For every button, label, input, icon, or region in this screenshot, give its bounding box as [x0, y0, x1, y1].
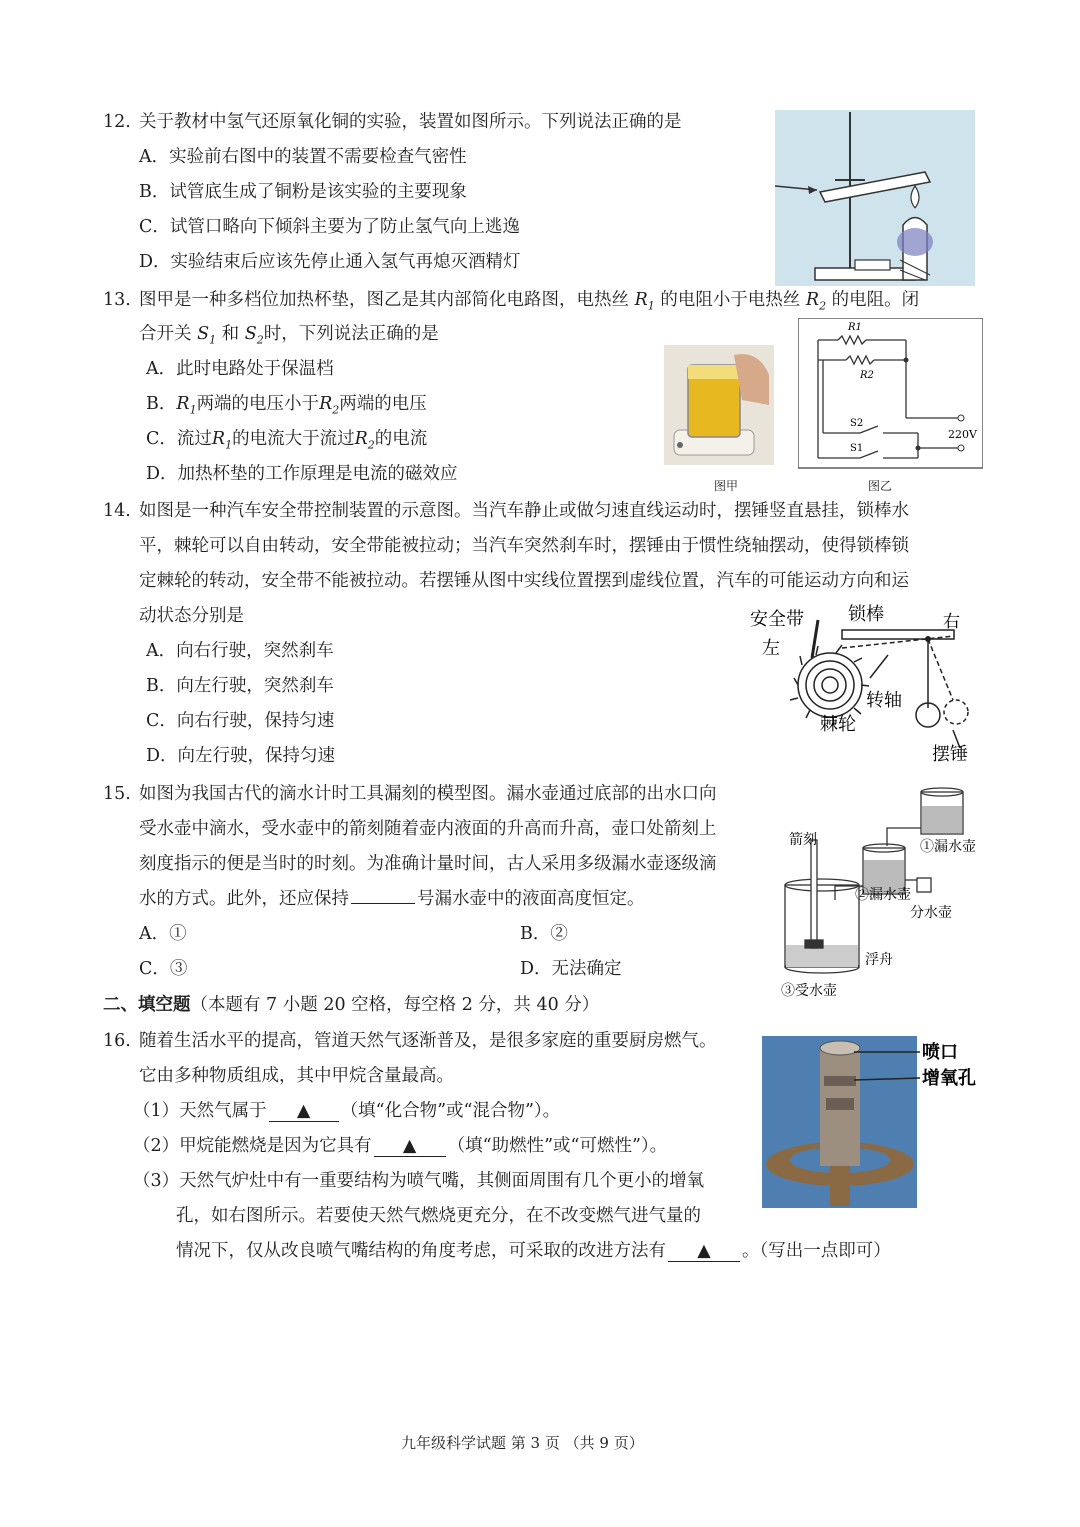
q15-label-pot2: ②漏水壶 [855, 887, 911, 903]
q14-option-c: C．向右行驶，保持匀速 [146, 711, 335, 731]
q15-option-d: D．无法确定 [520, 959, 622, 979]
q14-seatbelt-figure [748, 600, 980, 770]
q14-stem-line2: 平，棘轮可以自由转动，安全带能被拉动；当汽车突然刹车时，摆锤由于惯性绕轴摆动，使得锁棒锁 [139, 536, 909, 556]
circuit-r2-label: R2 [860, 370, 874, 381]
q16-label-hole: 增氧孔 [922, 1068, 976, 1089]
q13-stem-line2: 合开关 $S_1$ 和 $S_2$时，下列说法正确的是 [139, 324, 439, 347]
q13-stem-line1: 图甲是一种多档位加热杯垫，图乙是其内部简化电路图，电热丝 $R_1$ 的电阻小于电热丝 $R_2$ 的电阻。闭 [139, 290, 920, 313]
q13-option-a: A．此时电路处于保温档 [146, 359, 334, 379]
q16-stem-line1: 随着生活水平的提高，管道天然气逐渐普及，是很多家庭的重要厨房燃气。 [139, 1031, 717, 1051]
q14-label-axis: 转轴 [866, 690, 902, 711]
q15-stem-line3: 刻度指示的便是当时的时刻。为准确计量时间，古人采用多级漏水壶逐级滴 [139, 854, 717, 874]
q13-option-d: D．加热杯垫的工作原理是电流的磁效应 [146, 464, 458, 484]
q12-stem: 关于教材中氢气还原氧化铜的实验，装置如图所示。下列说法正确的是 [139, 112, 682, 132]
q16-part3-line2: 孔，如右图所示。若要使天然气燃烧更充分，在不改变燃气进气量的 [176, 1206, 701, 1226]
q12-option-c: C．试管口略向下倾斜主要为了防止氢气向上逃逸 [139, 217, 520, 237]
q13-fig-yi-caption: 图乙 [868, 479, 893, 493]
q15-option-c: C．③ [139, 959, 188, 979]
circuit-voltage-label: 220V [948, 428, 977, 441]
q15-label-float: 浮舟 [865, 952, 893, 968]
q16-number: 16. [103, 1031, 131, 1051]
q16-label-nozzle: 喷口 [922, 1042, 958, 1063]
q14-label-pendulum: 摆锤 [932, 744, 968, 765]
q12-apparatus-figure [775, 110, 975, 286]
q15-stem-line1: 如图为我国古代的滴水计时工具漏刻的模型图。漏水壶通过底部的出水口向 [139, 784, 717, 804]
q16-part3-line3: 情况下，仅从改良喷气嘴结构的角度考虑，可采取的改进方法有 ▲ 。（写出一点即可） [176, 1241, 891, 1261]
q13-number: 13. [103, 290, 131, 310]
q14-stem-line4: 动状态分别是 [139, 606, 244, 626]
circuit-s1-label: S1 [850, 443, 864, 454]
section2-heading: 二、填空题（本题有 7 小题 20 空格，每空格 2 分，共 40 分） [103, 995, 600, 1015]
q15-stem-line4: 水的方式。此外，还应保持 号漏水壶中的液面高度恒定。 [139, 889, 645, 909]
q16-part3-line1: （3）天然气炉灶中有一重要结构为喷气嘴，其侧面周围有几个更小的增氧 [133, 1171, 705, 1191]
q14-option-b: B．向左行驶，突然刹车 [146, 676, 334, 696]
q16-part2: （2）甲烷能燃烧是因为它具有 ▲ （填“助燃性”或“可燃性”）。 [133, 1136, 668, 1156]
circuit-s2-label: S2 [850, 418, 864, 429]
q12-option-a: A．实验前右图中的装置不需要检查气密性 [139, 147, 467, 167]
q13-option-c: C．流过$R_1$的电流大于流过$R_2$的电流 [146, 429, 428, 452]
q14-stem-line3: 定棘轮的转动，安全带不能被拉动。若摆锤从图中实线位置摆到虚线位置，汽车的可能运动方向和运 [139, 571, 909, 591]
q14-option-a: A．向右行驶，突然刹车 [146, 641, 334, 661]
q13-option-b: B．$R_1$两端的电压小于$R_2$两端的电压 [146, 394, 427, 417]
q15-label-pot1: ①漏水壶 [920, 839, 976, 855]
q13-circuit-diagram [798, 318, 983, 470]
q16-part2-blank[interactable]: ▲ [374, 1136, 446, 1157]
q16-part1: （1）天然气属于 ▲ （填“化合物”或“混合物”）。 [133, 1101, 561, 1121]
q15-number: 15. [103, 784, 131, 804]
q14-label-left: 左 [762, 638, 780, 659]
page-footer: 九年级科学试题 第 3 页 （共 9 页） [401, 1434, 644, 1452]
q16-nozzle-figure [762, 1036, 980, 1208]
q14-label-belt: 安全带 [750, 609, 804, 630]
q15-answer-blank[interactable] [351, 903, 415, 904]
q12-option-d: D．实验结束后应该先停止通入氢气再熄灭酒精灯 [139, 252, 521, 272]
q15-water-clock-figure [775, 780, 985, 1002]
q15-option-a: A．① [139, 924, 187, 944]
q12-number: 12. [103, 112, 131, 132]
q15-label-arrow: 箭刻 [789, 832, 817, 848]
q13-cup-pad-photo [664, 345, 774, 465]
q15-label-recv: ③受水壶 [781, 983, 837, 999]
q15-stem-line2: 受水壶中滴水，受水壶中的箭刻随着壶内液面的升高而升高，壶口处箭刻上 [139, 819, 717, 839]
q14-label-ratchet: 棘轮 [820, 714, 856, 735]
q14-number: 14. [103, 501, 131, 521]
circuit-r1-label: R1 [848, 322, 862, 333]
q16-part3-blank[interactable]: ▲ [668, 1241, 740, 1262]
q12-option-b: B．试管底生成了铜粉是该实验的主要现象 [139, 182, 467, 202]
q14-label-right: 右 [943, 612, 960, 632]
q15-option-b: B．② [520, 924, 568, 944]
q16-part1-blank[interactable]: ▲ [269, 1101, 339, 1122]
q15-label-split: 分水壶 [910, 905, 952, 921]
q14-stem-line1: 如图是一种汽车安全带控制装置的示意图。当汽车静止或做匀速直线运动时，摆锤竖直悬挂，锁棒水 [139, 501, 909, 521]
q13-fig-jia-caption: 图甲 [714, 479, 739, 493]
q14-option-d: D．向左行驶，保持匀速 [146, 746, 336, 766]
q14-label-bar: 锁棒 [848, 604, 884, 625]
q16-stem-line2: 它由多种物质组成，其中甲烷含量最高。 [139, 1066, 454, 1086]
